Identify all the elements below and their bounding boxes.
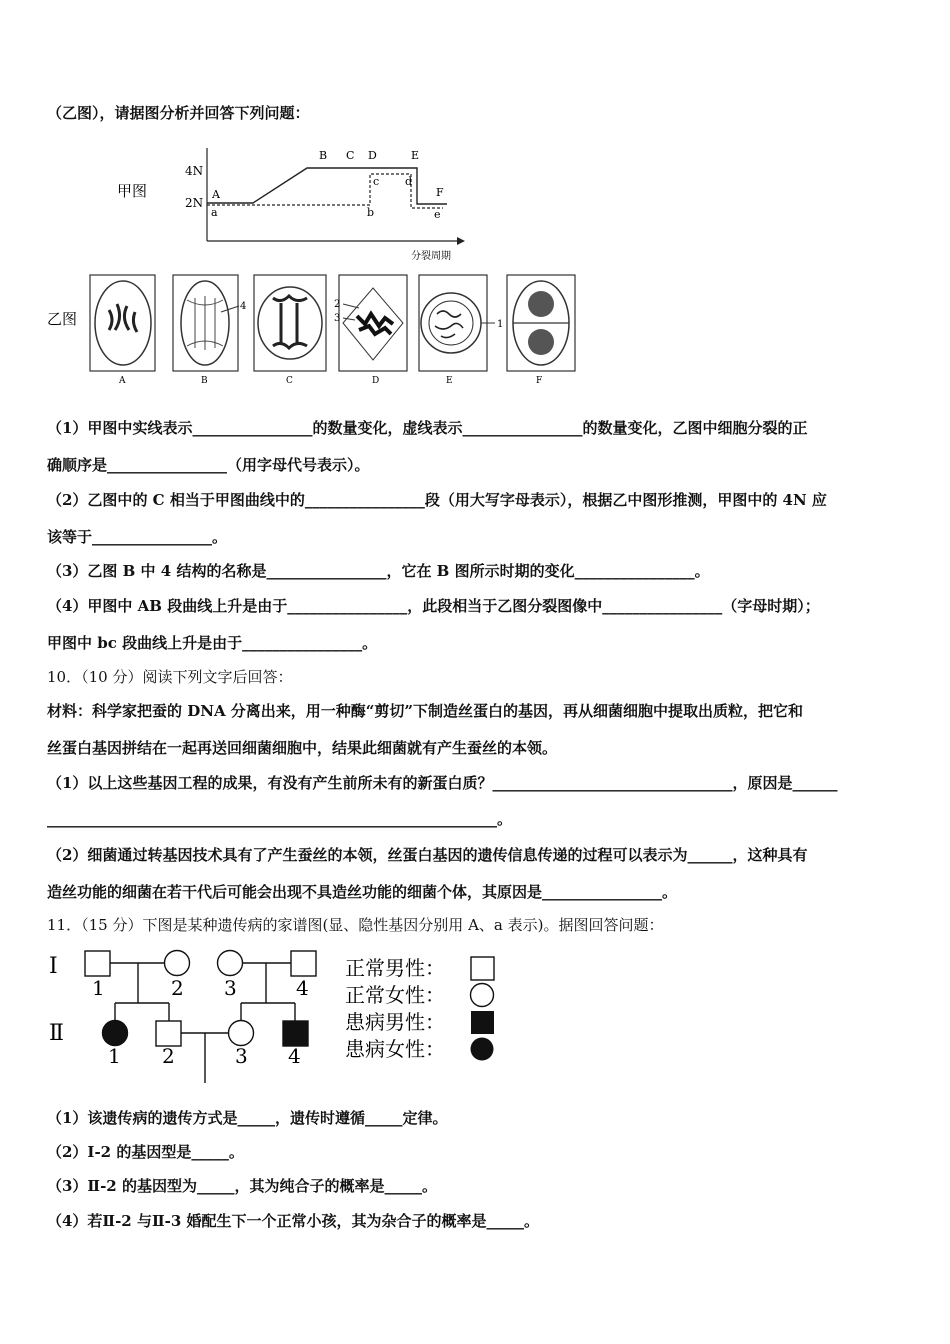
legend-affected-male-symbol [471,1011,494,1034]
cell-box-D [339,275,407,371]
q9-line7: 甲图中 bc 段曲线上升是由于________________。 [47,634,378,652]
q9-line6: （4）甲图中 AB 段曲线上升是由于________________，此段相当于乙图分裂图像中________________（字母时期）； [47,597,820,615]
II-4-number: 4 [288,1044,301,1068]
num-2: 2 [334,299,341,310]
I-2-number: 2 [171,976,184,1000]
q10-sub2-line2: 造丝功能的细菌在若干代后可能会出现不具造丝功能的细菌个体，其原因是________________。 [47,883,678,901]
yi-label: 乙图 [47,310,78,328]
cell-D-pointer-2 [343,304,359,308]
I-1-number: 1 [92,976,105,1000]
legend-normal-female-symbol [471,984,494,1007]
x-axis-label: 分裂周期 [411,251,451,262]
II-2-normal-male [156,1021,181,1046]
q11-sub1: （1）该遗传病的遗传方式是_____，遗传时遵循_____定律。 [47,1109,448,1127]
cell-E-membrane [421,293,481,353]
cell-D-chromosomes [357,314,393,334]
legend-affected-female-symbol [471,1038,494,1061]
II-4-affected-male [283,1021,308,1046]
pedigree-figure [45,945,505,1085]
point-e: e [434,208,441,221]
II-1-affected-female [103,1021,128,1046]
q9-line5: （3）乙图 B 中 4 结构的名称是________________，它在 B 图所示时期的变化________________。 [47,562,710,580]
cell-D-pointer-3 [343,318,355,320]
q11-heading: 11．（15 分）下图是某种遗传病的家谱图(显、隐性基因分别用 A、a 表示)。据图回答问题： [47,916,664,934]
q10-sub1-line1: （1）以上这些基因工程的成果，有没有产生前所未有的新蛋白质？________________________________，原因是______ [47,774,838,792]
y-label-4n: 4N [185,164,204,178]
jia-label: 甲图 [117,182,148,200]
I-4-number: 4 [296,976,309,1000]
cell-B-spindle [187,296,223,350]
q11-sub3: （3）Ⅱ-2 的基因型为_____，其为纯合子的概率是_____。 [47,1177,437,1195]
cell-A-membrane [95,281,151,365]
cell-label-A: A [119,376,126,386]
intro-text: （乙图），请据图分析并回答下列问题： [47,104,310,122]
cell-label-F: F [536,376,543,386]
legend-affected-male: 患病男性： [345,1010,445,1034]
point-B: B [319,149,328,162]
num-1: 1 [497,319,504,330]
q9-line2: 确顺序是________________（用字母代号表示）。 [47,456,370,474]
point-F: F [436,186,444,199]
legend-normal-male: 正常男性： [345,956,445,980]
cell-D-spindle [343,288,403,360]
q10-material-line1: 材料：科学家把蚕的 DNA 分离出来，用一种酶“剪切”下制造丝蛋白的基因，再从细菌细胞中提取出质粒，把它和 [47,702,804,720]
q11-sub2: （2）Ⅰ-2 的基因型是_____。 [47,1143,244,1161]
q10-heading: 10．（10 分）阅读下列文字后回答： [47,668,293,686]
cell-box-A [90,275,155,371]
q10-material-line2: 丝蛋白基因拼结在一起再送回细菌细胞中，结果此细菌就有产生蚕丝的本领。 [47,739,558,757]
point-d: d [405,175,413,188]
cell-C-chromosomes [273,296,307,348]
legend-normal-female: 正常女性： [345,983,445,1007]
I-4-normal-male [291,951,316,976]
I-3-number: 3 [224,976,237,1000]
y-label-2n: 2N [185,196,204,210]
II-3-number: 3 [235,1044,248,1068]
point-c: c [373,175,380,188]
II-1-number: 1 [108,1044,121,1068]
I-1-normal-male [85,951,110,976]
I-3-normal-female [218,951,243,976]
q9-line1: （1）甲图中实线表示________________的数量变化，虚线表示________________的数量变化，乙图中细胞分裂的正 [47,419,808,437]
point-A: A [212,188,220,201]
q10-sub2-line1: （2）细菌通过转基因技术具有了产生蚕丝的本领，丝蛋白基因的遗传信息传递的过程可以表示为______，这种具有 [47,846,808,864]
q11-sub4: （4）若Ⅱ-2 与Ⅱ-3 婚配生下一个正常小孩，其为杂合子的概率是_____。 [47,1212,539,1230]
point-D: D [368,149,377,162]
point-a: a [211,206,218,219]
cell-label-E: E [446,376,453,386]
cell-F-nucleus-top [528,291,554,317]
cell-E-chromatin [435,311,463,338]
generation-I: Ⅰ [49,954,58,979]
legend-normal-male-symbol [471,957,494,980]
I-2-normal-female [165,951,190,976]
cell-label-C: C [286,376,293,386]
point-b: b [367,206,375,219]
cell-F-nucleus-bottom [528,329,554,355]
point-C: C [346,149,355,162]
num-4: 4 [240,301,247,312]
cell-division-figure [45,128,580,390]
II-2-number: 2 [162,1044,175,1068]
cell-E-nucleus [429,301,473,345]
point-E: E [411,149,420,162]
legend-affected-female: 患病女性： [345,1037,445,1061]
II-3-normal-female [229,1021,254,1046]
cell-A-chromosomes [109,304,137,332]
q10-sub1-line2: ____________________________________________________________。 [47,810,513,828]
cell-label-B: B [201,376,208,386]
cell-box-C [254,275,326,371]
num-3: 3 [334,313,341,324]
generation-II: Ⅱ [49,1021,64,1046]
cell-label-D: D [372,376,380,386]
q9-line4: 该等于________________。 [47,528,228,546]
x-axis-arrow [457,237,465,245]
q9-line3: （2）乙图中的 C 相当于甲图曲线中的________________段（用大写字母表示），根据乙中图形推测，甲图中的 4N 应 [47,491,827,509]
cell-B-pointer [221,306,239,312]
